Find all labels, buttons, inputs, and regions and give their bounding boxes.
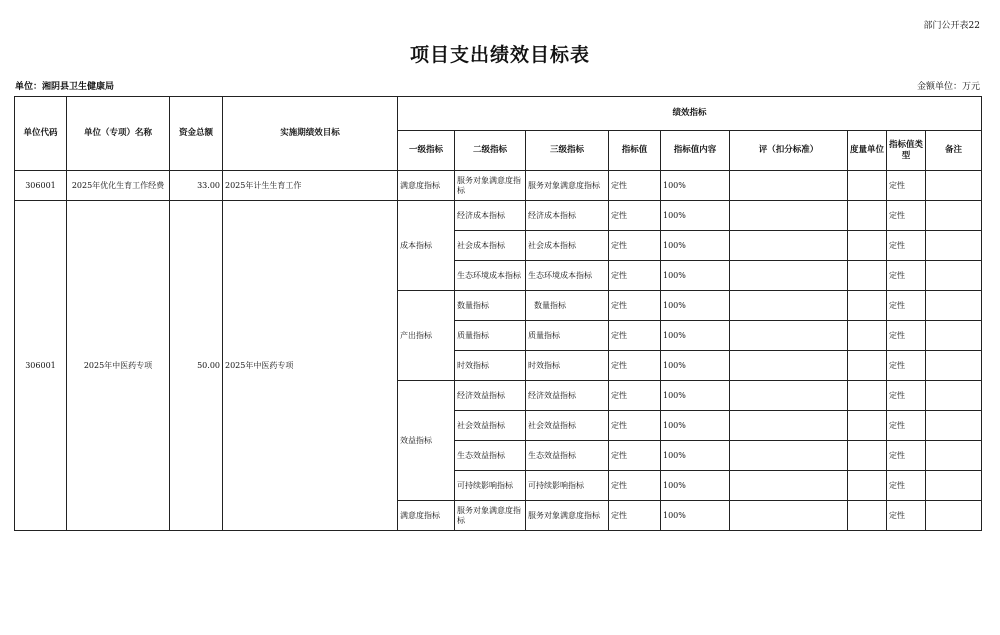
content-cell: 100% [661,261,730,291]
header-value: 指标值 [609,131,661,171]
level1-cell: 满意度指标 [398,171,455,201]
level3-cell: 经济效益指标 [526,381,609,411]
eval-cell [730,261,848,291]
content-cell: 100% [661,351,730,381]
remark-cell [926,381,982,411]
header-content: 指标值内容 [661,131,730,171]
content-cell: 100% [661,171,730,201]
value-type-cell: 定性 [887,441,926,471]
level2-cell: 经济效益指标 [455,381,526,411]
measure-unit-cell [848,291,887,321]
measure-unit-cell [848,261,887,291]
remark-cell [926,411,982,441]
level3-cell: 服务对象满意度指标 [526,171,609,201]
header-unit-code: 单位代码 [15,97,67,171]
eval-cell [730,471,848,501]
value-type-cell: 定性 [887,351,926,381]
unit-code-cell: 306001 [15,171,67,201]
content-cell: 100% [661,291,730,321]
value-type-cell: 定性 [887,321,926,351]
remark-cell [926,471,982,501]
value-cell: 定性 [609,261,661,291]
measure-unit-cell [848,171,887,201]
eval-cell [730,501,848,531]
value-type-cell: 定性 [887,471,926,501]
measure-unit-cell [848,411,887,441]
header-value-type: 指标值类型 [887,131,926,171]
table-row [15,201,982,231]
goal-cell: 2025年中医药专项 [223,201,398,531]
level2-cell: 服务对象满意度指标 [455,501,526,531]
value-cell: 定性 [609,321,661,351]
performance-table [14,96,982,531]
content-cell: 100% [661,411,730,441]
remark-cell [926,441,982,471]
level2-cell: 社会效益指标 [455,411,526,441]
value-type-cell: 定性 [887,291,926,321]
content-cell: 100% [661,501,730,531]
value-type-cell: 定性 [887,231,926,261]
header-total-funds: 资金总额 [170,97,223,171]
remark-cell [926,231,982,261]
measure-unit-cell [848,351,887,381]
remark-cell [926,261,982,291]
header-measure-unit: 度量单位 [848,131,887,171]
eval-cell [730,291,848,321]
content-cell: 100% [661,201,730,231]
value-type-cell: 定性 [887,411,926,441]
level1-cell: 满意度指标 [398,501,455,531]
header-level1: 一级指标 [398,131,455,171]
page-title: 项目支出绩效目标表 [409,44,590,66]
unit-code-cell: 306001 [15,201,67,531]
header-goal: 实施期绩效目标 [223,97,398,171]
level1-cell: 成本指标 [398,201,455,291]
value-type-cell: 定性 [887,501,926,531]
content-cell: 100% [661,321,730,351]
header-level3: 三级指标 [526,131,609,171]
table-row [15,171,982,201]
level2-cell: 数量指标 [455,291,526,321]
level3-cell: 服务对象满意度指标 [526,501,609,531]
table-number-label: 部门公开表22 [923,21,980,31]
content-cell: 100% [661,381,730,411]
level2-cell: 时效指标 [455,351,526,381]
level3-cell: 数量指标 [526,291,609,321]
level3-cell: 经济成本指标 [526,201,609,231]
eval-cell [730,351,848,381]
level1-cell: 效益指标 [398,381,455,501]
measure-unit-cell [848,441,887,471]
remark-cell [926,321,982,351]
content-cell: 100% [661,471,730,501]
header-eval: 评（扣分标准） [730,131,848,171]
unit-label: 单位：湘阴县卫生健康局 [15,82,115,92]
level2-cell: 可持续影响指标 [455,471,526,501]
eval-cell [730,441,848,471]
value-type-cell: 定性 [887,201,926,231]
level2-cell: 质量指标 [455,321,526,351]
level3-cell: 生态效益指标 [526,441,609,471]
eval-cell [730,381,848,411]
level2-cell: 生态环境成本指标 [455,261,526,291]
level3-cell: 时效指标 [526,351,609,381]
value-cell: 定性 [609,501,661,531]
level2-cell: 服务对象满意度指标 [455,171,526,201]
measure-unit-cell [848,201,887,231]
eval-cell [730,171,848,201]
level2-cell: 社会成本指标 [455,231,526,261]
value-cell: 定性 [609,381,661,411]
value-type-cell: 定性 [887,171,926,201]
goal-cell: 2025年计生生育工作 [223,171,398,201]
value-cell: 定性 [609,351,661,381]
unit-name-cell: 2025年中医药专项 [67,201,170,531]
eval-cell [730,411,848,441]
level3-cell: 可持续影响指标 [526,471,609,501]
eval-cell [730,231,848,261]
measure-unit-cell [848,321,887,351]
content-cell: 100% [661,231,730,261]
header-unit-name: 单位（专项）名称 [67,97,170,171]
header-remark: 备注 [926,131,982,171]
amount-cell: 33.00 [170,171,223,201]
level1-cell: 产出指标 [398,291,455,381]
measure-unit-cell [848,231,887,261]
unit-name-cell: 2025年优化生育工作经费 [67,171,170,201]
amount-unit-label: 金额单位：万元 [916,82,980,92]
remark-cell [926,501,982,531]
level3-cell: 生态环境成本指标 [526,261,609,291]
header-perf: 绩效指标 [398,97,982,131]
amount-cell: 50.00 [170,201,223,531]
measure-unit-cell [848,471,887,501]
measure-unit-cell [848,381,887,411]
value-cell: 定性 [609,291,661,321]
eval-cell [730,321,848,351]
level3-cell: 质量指标 [526,321,609,351]
header-level2: 二级指标 [455,131,526,171]
remark-cell [926,291,982,321]
content-cell: 100% [661,441,730,471]
value-cell: 定性 [609,231,661,261]
level2-cell: 经济成本指标 [455,201,526,231]
eval-cell [730,201,848,231]
remark-cell [926,171,982,201]
level2-cell: 生态效益指标 [455,441,526,471]
value-cell: 定性 [609,411,661,441]
value-cell: 定性 [609,471,661,501]
value-type-cell: 定性 [887,381,926,411]
measure-unit-cell [848,501,887,531]
remark-cell [926,201,982,231]
value-cell: 定性 [609,441,661,471]
value-type-cell: 定性 [887,261,926,291]
level3-cell: 社会成本指标 [526,231,609,261]
value-cell: 定性 [609,171,661,201]
level3-cell: 社会效益指标 [526,411,609,441]
remark-cell [926,351,982,381]
value-cell: 定性 [609,201,661,231]
